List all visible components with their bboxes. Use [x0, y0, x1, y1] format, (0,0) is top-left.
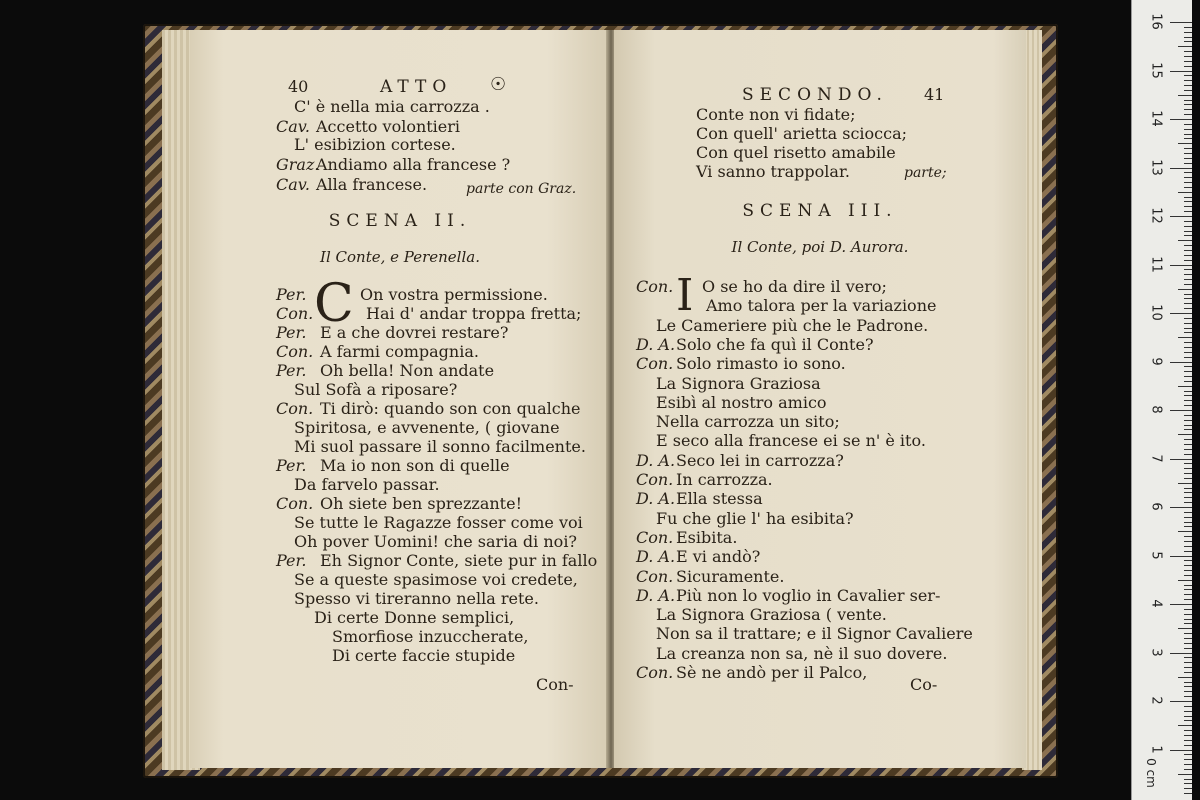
running-head: SECONDO.: [742, 85, 888, 105]
verse-line: O se ho da dire il vero;: [702, 277, 887, 296]
verse-line: Eh Signor Conte, siete pur in fallo: [320, 551, 598, 570]
ruler-unit-label: 0 cm: [1144, 758, 1159, 788]
speaker-abbrev: Con.: [636, 566, 674, 586]
ruler-number: 2: [1148, 696, 1164, 705]
verse-line: C' è nella mia carrozza .: [294, 97, 490, 116]
catchword: Co-: [910, 675, 938, 694]
verse-line: Solo rimasto io sono.: [676, 354, 846, 374]
scene-title: SCENA III.: [742, 201, 898, 221]
verse-line: Esibita.: [676, 527, 738, 547]
scene-characters: Il Conte, e Perenella.: [320, 248, 480, 266]
scene-characters: Il Conte, poi D. Aurora.: [731, 238, 909, 256]
speaker-abbrev: Per.: [276, 285, 307, 304]
speaker-abbrev: Con.: [636, 663, 674, 682]
ruler-number: 5: [1148, 550, 1164, 560]
verse-line: Spesso vi tireranno nella rete.: [294, 589, 539, 608]
verse-line: Solo che fa quì il Conte?: [676, 334, 874, 354]
speaker-abbrev: Per.: [276, 551, 307, 570]
ruler-number: 10: [1148, 304, 1164, 321]
ruler-number: 6: [1148, 502, 1164, 511]
verse-line: Sicuramente.: [676, 566, 785, 586]
verse-line: Seco lei in carrozza?: [676, 450, 844, 470]
speaker-abbrev: Con.: [636, 277, 674, 296]
page-number: 40: [288, 77, 309, 96]
verse-line: Esibì al nostro amico: [656, 392, 827, 412]
ruler-number: 4: [1148, 599, 1164, 608]
measurement-ruler: [1131, 0, 1192, 800]
verse-line: La Signora Graziosa ( vente.: [656, 605, 887, 625]
verse-line: Non sa il trattare; e il Signor Cavaliere: [656, 624, 973, 644]
verse-line: Nella carrozza un sito;: [656, 412, 840, 432]
left-page: [190, 30, 610, 768]
verse-line: Fu che glie l' ha esibita?: [656, 508, 854, 528]
verse-line: Se a queste spasimose voi credete,: [294, 570, 578, 589]
verse-line: Se tutte le Ragazze fosser come voi: [294, 513, 583, 532]
verse-line: Mi suol passare il sonno facilmente.: [294, 437, 586, 456]
verse-line: Con quel risetto amabile: [696, 143, 896, 162]
ruler-number: 11: [1148, 255, 1164, 273]
verse-line: Oh pover Uomini! che saria di noi?: [294, 532, 578, 551]
verse-line: Sè ne andò per il Palco,: [676, 663, 868, 682]
ruler-number: 13: [1148, 158, 1164, 176]
verse-line: Hai d' andar troppa fretta;: [366, 304, 582, 323]
verse-line: A farmi compagnia.: [320, 342, 479, 361]
ruler-number: 8: [1148, 405, 1164, 414]
speaker-abbrev: D. A.: [636, 547, 676, 567]
speaker-abbrev: D. A.: [636, 334, 676, 354]
speaker-abbrev: Cav.: [276, 175, 311, 194]
speaker-abbrev: D. A.: [636, 450, 676, 470]
speaker-abbrev: Con.: [276, 399, 314, 418]
verse-line: Spiritosa, e avvenente, ( giovane: [294, 418, 560, 437]
ruler-number: 1: [1148, 744, 1164, 754]
speaker-abbrev: Per.: [276, 456, 307, 475]
page-number: 41: [924, 85, 945, 104]
speaker-abbrev: D. A.: [636, 489, 676, 509]
verse-line: Sul Sofà a riposare?: [294, 380, 458, 399]
verse-line: Ti dirò: quando son con qualche: [320, 399, 581, 418]
speaker-abbrev: D. A.: [636, 585, 676, 605]
verse-line: Di certe Donne semplici,: [314, 608, 515, 627]
verse-line: Andiamo alla francese ?: [316, 155, 511, 174]
verse-line: E a che dovrei restare?: [320, 323, 509, 342]
ruler-number: 3: [1148, 647, 1164, 657]
verse-line: Oh bella! Non andate: [320, 361, 495, 380]
verse-line: Ella stessa: [676, 489, 763, 509]
verse-line: L' esibizion cortese.: [294, 135, 456, 154]
verse-line: On vostra permissione.: [360, 285, 548, 304]
verse-line: Vi sanno trappolar.: [696, 162, 850, 181]
stage-direction: parte con Graz.: [466, 181, 577, 197]
speaker-abbrev: Graz.: [276, 155, 320, 174]
drop-cap: C: [314, 274, 354, 334]
verse-line: Accetto volontieri: [316, 117, 461, 136]
right-page: [614, 30, 1026, 768]
verse-line: Smorfiose inzuccherate,: [332, 627, 529, 646]
verse-line: E seco alla francese ei se n' è ito.: [656, 431, 926, 451]
verse-line: Da farvelo passar.: [294, 475, 440, 494]
speaker-abbrev: Per.: [276, 323, 307, 342]
verse-line: Le Cameriere più che le Padrone.: [656, 315, 929, 335]
ruler-number: 12: [1148, 207, 1164, 224]
verse-line: In carrozza.: [676, 470, 773, 489]
ruler-number: 7: [1148, 453, 1164, 463]
ornament-icon: ☉: [490, 74, 507, 95]
verse-line: Ma io non son di quelle: [320, 456, 510, 475]
verse-line: Oh siete ben sprezzante!: [320, 494, 522, 513]
speaker-abbrev: Cav.: [276, 117, 311, 136]
verse-line: La Signora Graziosa: [656, 373, 821, 393]
speaker-abbrev: Con.: [636, 470, 674, 489]
speaker-abbrev: Con.: [636, 527, 674, 547]
verse-line: Di certe faccie stupide: [332, 646, 516, 665]
running-head: ATTO: [380, 77, 453, 97]
speaker-abbrev: Con.: [276, 494, 314, 513]
drop-cap: I: [676, 270, 694, 321]
verse-line: Conte non vi fidate;: [696, 105, 856, 124]
verse-line: La creanza non sa, nè il suo dovere.: [656, 643, 948, 663]
ruler-number: 9: [1148, 356, 1164, 366]
speaker-abbrev: Con.: [636, 354, 674, 374]
verse-line: Amo talora per la variazione: [706, 296, 937, 316]
stage-direction: parte;: [904, 165, 947, 181]
ruler-number: 16: [1148, 13, 1164, 30]
verse-line: Più non lo voglio in Cavalier ser-: [676, 585, 941, 605]
scene-title: SCENA II.: [328, 211, 472, 231]
catchword: Con-: [536, 675, 574, 694]
verse-line: Alla francese.: [316, 175, 428, 194]
ruler-number: 15: [1148, 61, 1164, 79]
verse-line: Con quell' arietta sciocca;: [696, 124, 908, 143]
speaker-abbrev: Con.: [276, 304, 314, 323]
speaker-abbrev: Per.: [276, 361, 307, 380]
verse-line: E vi andò?: [676, 547, 761, 567]
ruler-number: 14: [1148, 110, 1164, 127]
speaker-abbrev: Con.: [276, 342, 314, 361]
